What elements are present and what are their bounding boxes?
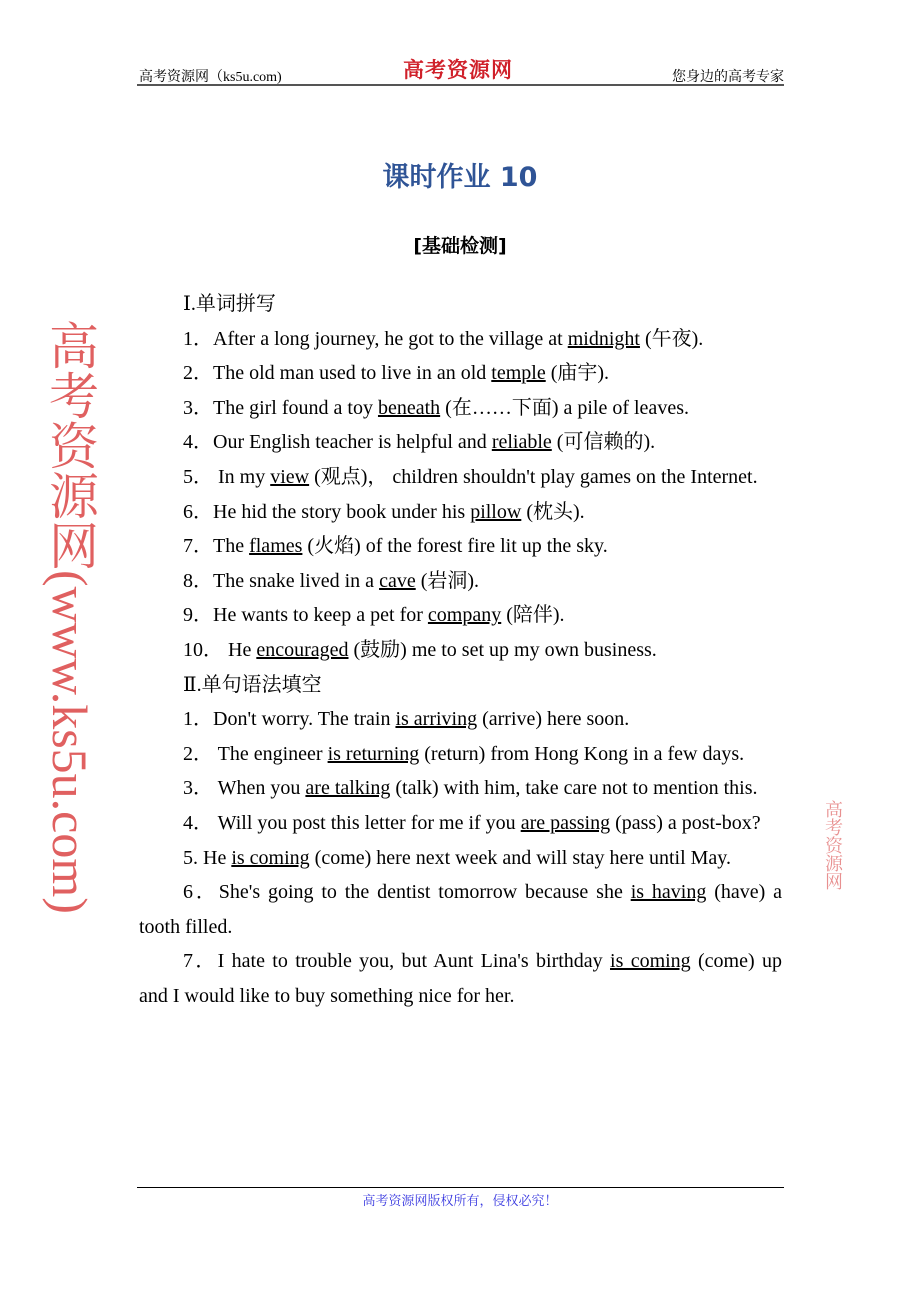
item-text: 10． He — [183, 638, 257, 661]
answer-text: flames — [249, 535, 303, 558]
item-text: 4． Will you post this letter for me if you — [183, 811, 521, 834]
header-divider — [137, 84, 784, 86]
item-text: (枕头). — [521, 500, 585, 523]
item-text: (庙宇). — [545, 362, 610, 385]
item-text: 7．I hate to trouble you, but Aunt Lina's birthday — [183, 950, 611, 973]
item-text: (talk) with him, take care not to mention this. — [390, 777, 758, 800]
footer-copyright: 高考资源网版权所有，侵权必究！ — [362, 1193, 558, 1208]
section-heading: Ⅰ.单词拼写 — [183, 293, 276, 315]
grammar-fill-list — [139, 702, 782, 1013]
section-heading: Ⅱ.单句语法填空 — [183, 673, 322, 696]
answer-text: beneath — [377, 396, 441, 419]
exercise-item — [139, 944, 782, 1013]
item-text: (在……下面) a pile of leaves. — [440, 396, 689, 419]
answer-text: cave — [379, 569, 416, 592]
item-text: 3．The girl found a toy — [183, 396, 378, 419]
answer-text: is coming — [610, 950, 691, 973]
exercise-item — [139, 495, 782, 530]
header-logo: 高考资源网 — [403, 58, 513, 82]
watermark-small: 高考资源网 — [823, 800, 843, 890]
header-site-name: 高考资源网（ks5u.com) — [139, 70, 282, 85]
answer-text: view — [270, 465, 310, 488]
item-text: 1．After a long journey, he got to the village at — [183, 327, 568, 350]
exercise-item — [139, 771, 782, 806]
exercise-item — [139, 702, 782, 737]
item-text: (come) here next week and will stay here until May. — [309, 846, 731, 869]
item-text: 2． The engineer — [183, 742, 328, 765]
item-text: 2．The old man used to live in an old — [183, 362, 492, 385]
exercise-item — [139, 875, 782, 944]
answer-text: are passing — [520, 811, 611, 834]
exercise-item — [139, 460, 782, 495]
item-text: (pass) a post-box? — [610, 811, 761, 834]
item-text: 4．Our English teacher is helpful and — [183, 431, 492, 454]
item-text: (arrive) here soon. — [477, 708, 630, 731]
item-text: (return) from Hong Kong in a few days. — [419, 742, 745, 765]
exercise-item — [139, 391, 782, 426]
item-text: (鼓励) me to set up my own business. — [348, 638, 657, 661]
item-text: (观点)， children shouldn't play games on the Internet. — [309, 465, 758, 488]
answer-text: pillow — [470, 500, 522, 523]
item-text: 5. He — [183, 846, 232, 869]
answer-text: is arriving — [395, 708, 478, 731]
item-text: 9．He wants to keep a pet for — [183, 604, 428, 627]
item-text: (可信赖的). — [551, 431, 656, 454]
word-spelling-list — [139, 322, 782, 668]
exercise-item — [139, 737, 782, 772]
item-text: 8．The snake lived in a — [183, 569, 380, 592]
answer-text: midnight — [567, 327, 640, 350]
exercise-item — [139, 564, 782, 599]
exercise-item — [139, 841, 782, 876]
item-text: 3． When you — [183, 777, 306, 800]
exercise-item — [139, 633, 782, 668]
header-slogan: 您身边的高考专家 — [672, 70, 784, 85]
answer-text: company — [427, 604, 502, 627]
item-text: (午夜). — [639, 327, 704, 350]
item-text: 6．He hid the story book under his — [183, 500, 471, 523]
exercise-item — [139, 322, 782, 357]
watermark: 高考资源网(www.ks5u.com) — [42, 320, 98, 914]
answer-text: are talking — [305, 777, 391, 800]
item-text: (陪伴). — [501, 604, 565, 627]
answer-text: is having — [630, 881, 707, 904]
answer-text: is returning — [327, 742, 420, 765]
exercise-body — [139, 287, 782, 1013]
answer-text: temple — [491, 362, 546, 385]
page-title: 课时作业 10 — [382, 162, 538, 193]
exercise-item — [139, 598, 782, 633]
exercise-item — [139, 356, 782, 391]
item-text: (岩洞). — [415, 569, 480, 592]
item-text: 1．Don't worry. The train — [183, 708, 396, 731]
item-text: (come) up and I would like to buy something nice for her. — [139, 950, 782, 1007]
footer-divider — [137, 1187, 784, 1188]
item-text: (have) a tooth filled. — [139, 881, 782, 938]
answer-text: encouraged — [256, 638, 349, 661]
exercise-item — [139, 529, 782, 564]
answer-text: is coming — [231, 846, 310, 869]
answer-text: reliable — [491, 431, 552, 454]
item-text: 6．She's going to the dentist tomorrow because she — [183, 881, 631, 904]
exercise-item — [139, 425, 782, 460]
exercise-item — [139, 806, 782, 841]
item-text: 7．The — [183, 535, 250, 558]
item-text: 5． In my — [183, 465, 271, 488]
section-subtitle: [基础检测] — [413, 235, 507, 257]
item-text: (火焰) of the forest fire lit up the sky. — [302, 535, 608, 558]
